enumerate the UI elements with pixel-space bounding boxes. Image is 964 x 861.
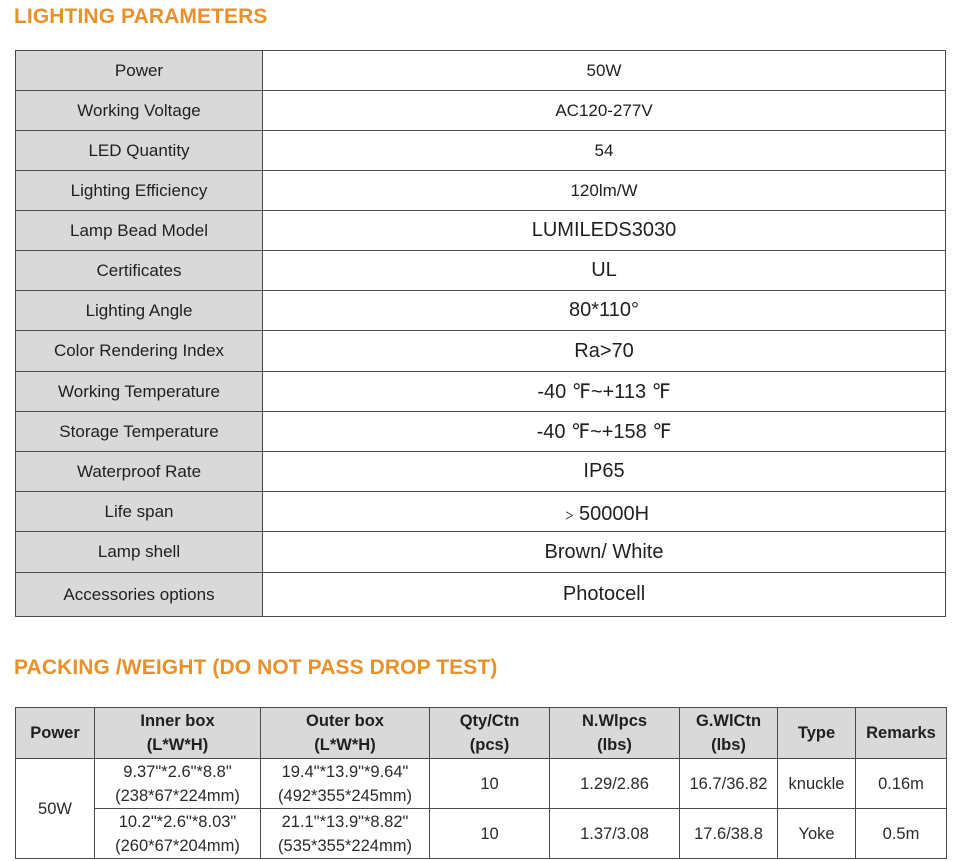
param-value: Brown/ White xyxy=(263,532,946,573)
param-value: Photocell xyxy=(263,573,946,617)
header-gross-weight xyxy=(680,708,778,759)
param-value: 120lm/W xyxy=(263,171,946,211)
param-row-lighting-efficiency xyxy=(16,171,946,211)
qty-cell: 10 xyxy=(430,759,550,809)
outer-box-inches: 21.1"*13.9"*8.82" xyxy=(281,812,409,831)
param-label: Lamp Bead Model xyxy=(16,211,263,251)
packing-row xyxy=(16,809,947,859)
type-cell: knuckle xyxy=(778,759,856,809)
inner-box-inches: 10.2"*2.6"*8.03" xyxy=(118,812,237,831)
remarks-cell: 0.16m xyxy=(856,759,947,809)
remarks-cell: 0.5m xyxy=(856,809,947,859)
param-label: Working Temperature xyxy=(16,372,263,412)
param-label: Color Rendering Index xyxy=(16,331,263,372)
header-qty-line1: Qty/Ctn xyxy=(459,712,520,730)
param-value: IP65 xyxy=(263,452,946,492)
gross-weight-cell: 16.7/36.82 xyxy=(680,759,778,809)
inner-box-mm: (238*67*224mm) xyxy=(115,786,240,805)
lighting-parameters-title: LIGHTING PARAMETERS xyxy=(14,5,268,28)
power-value: 50W xyxy=(16,759,95,859)
param-row-working-voltage xyxy=(16,91,946,131)
param-row-lamp-bead-model xyxy=(16,211,946,251)
param-row-waterproof-rate xyxy=(16,452,946,492)
outer-box-mm: (492*355*245mm) xyxy=(278,786,412,805)
param-value: -40 ℉~+113 ℉ xyxy=(263,372,946,412)
packing-weight-table xyxy=(15,707,947,859)
gross-weight-cell: 17.6/38.8 xyxy=(680,809,778,859)
packing-header-row xyxy=(16,708,947,759)
param-row-color-rendering-index xyxy=(16,331,946,372)
param-label: Power xyxy=(16,51,263,91)
param-label: Lamp shell xyxy=(16,532,263,573)
header-gw-line2: (lbs) xyxy=(711,736,746,754)
param-row-storage-temperature xyxy=(16,412,946,452)
header-outer-box-line2: (L*W*H) xyxy=(314,736,376,754)
packing-row xyxy=(16,759,947,809)
param-value: LUMILEDS3030 xyxy=(263,211,946,251)
param-row-working-temperature xyxy=(16,372,946,412)
outer-box-mm: (535*355*224mm) xyxy=(278,836,412,855)
param-label: Accessories options xyxy=(16,573,263,617)
param-value: 54 xyxy=(263,131,946,171)
param-value: 50W xyxy=(263,51,946,91)
param-value: ﹥50000H xyxy=(263,492,946,532)
type-cell: Yoke xyxy=(778,809,856,859)
param-row-lighting-angle xyxy=(16,291,946,331)
header-outer-box-line1: Outer box xyxy=(306,712,384,730)
param-row-led-quantity xyxy=(16,131,946,171)
inner-box-inches: 9.37"*2.6"*8.8" xyxy=(123,762,232,781)
param-label: Lighting Angle xyxy=(16,291,263,331)
param-row-lamp-shell xyxy=(16,532,946,573)
outer-box-inches: 19.4"*13.9"*9.64" xyxy=(281,762,409,781)
header-nw-line1: N.Wlpcs xyxy=(581,712,648,730)
header-inner-box-line1: Inner box xyxy=(140,712,215,730)
header-type: Type xyxy=(778,708,856,759)
param-label: Lighting Efficiency xyxy=(16,171,263,211)
param-value: AC120-277V xyxy=(263,91,946,131)
lighting-parameters-table xyxy=(15,50,946,617)
param-row-accessories-options xyxy=(16,573,946,617)
header-gw-line1: G.WlCtn xyxy=(695,712,762,730)
header-inner-box xyxy=(95,708,261,759)
packing-weight-title: PACKING /WEIGHT (DO NOT PASS DROP TEST) xyxy=(14,656,498,679)
param-value: 80*110° xyxy=(263,291,946,331)
param-row-life-span xyxy=(16,492,946,532)
param-value: -40 ℉~+158 ℉ xyxy=(263,412,946,452)
param-row-certificates xyxy=(16,251,946,291)
net-weight-cell: 1.29/2.86 xyxy=(550,759,680,809)
header-nw-line2: (lbs) xyxy=(597,736,632,754)
param-label: Working Voltage xyxy=(16,91,263,131)
param-label: Waterproof Rate xyxy=(16,452,263,492)
param-value: UL xyxy=(263,251,946,291)
outer-box-cell xyxy=(261,809,430,859)
header-power: Power xyxy=(16,708,95,759)
param-label: Storage Temperature xyxy=(16,412,263,452)
header-outer-box xyxy=(261,708,430,759)
header-inner-box-line2: (L*W*H) xyxy=(146,736,209,754)
header-net-weight xyxy=(550,708,680,759)
inner-box-cell xyxy=(95,759,261,809)
header-remarks: Remarks xyxy=(856,708,947,759)
header-qty-line2: (pcs) xyxy=(469,736,510,754)
param-label: Life span xyxy=(16,492,263,532)
inner-box-mm: (260*67*204mm) xyxy=(115,836,240,855)
param-row-power xyxy=(16,51,946,91)
outer-box-cell xyxy=(261,759,430,809)
param-label: LED Quantity xyxy=(16,131,263,171)
net-weight-cell: 1.37/3.08 xyxy=(550,809,680,859)
header-qty xyxy=(430,708,550,759)
qty-cell: 10 xyxy=(430,809,550,859)
inner-box-cell xyxy=(95,809,261,859)
param-value: Ra>70 xyxy=(263,331,946,372)
param-label: Certificates xyxy=(16,251,263,291)
